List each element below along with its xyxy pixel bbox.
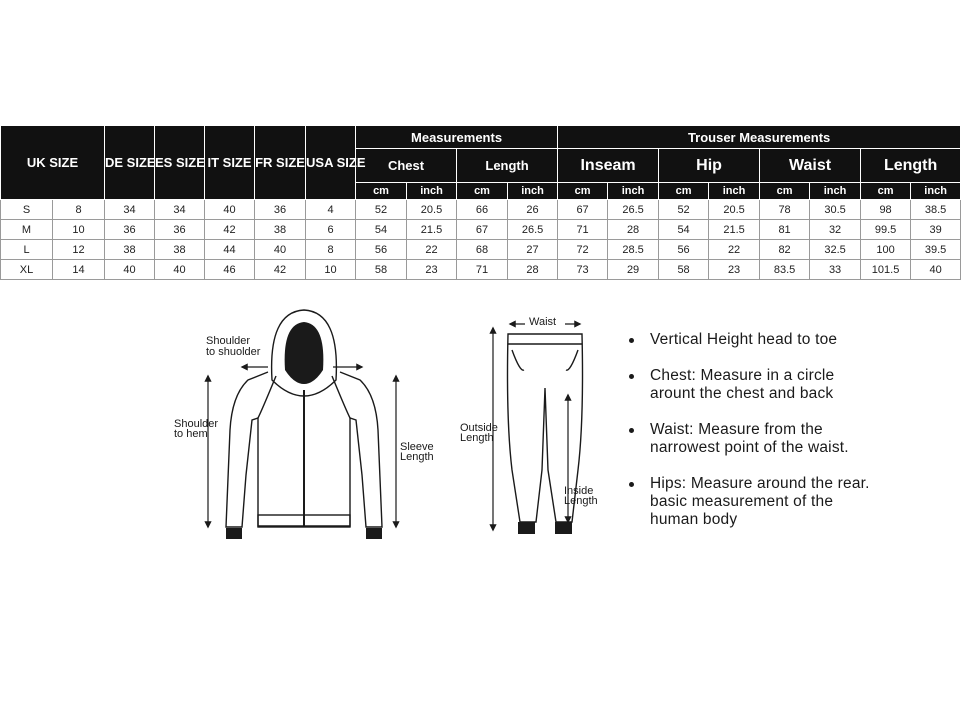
table-cell: 73 (558, 260, 608, 280)
measurements-header: Measurements (356, 126, 558, 149)
length-header: Length (457, 149, 558, 183)
table-cell: 34 (155, 200, 205, 220)
waist-header: Waist (760, 149, 861, 183)
left-pant-cuff (518, 522, 535, 534)
fr-size-header: FR SIZE (255, 126, 306, 200)
table-cell: 29 (608, 260, 659, 280)
table-cell: 98 (861, 200, 911, 220)
table-cell: XL (1, 260, 53, 280)
table-cell: 40 (105, 260, 155, 280)
bullet-height-text: Vertical Height head to toe (650, 331, 838, 348)
table-cell: 40 (255, 240, 306, 260)
bullet-chest-line2: arount the chest and back (650, 385, 834, 402)
table-cell: 54 (659, 220, 709, 240)
unit-inch-header: inch (709, 183, 760, 200)
table-cell: 23 (407, 260, 457, 280)
outside-label-line1: Outside (460, 422, 498, 434)
table-cell: 23 (709, 260, 760, 280)
table-cell: 40 (155, 260, 205, 280)
table-cell: 39 (911, 220, 961, 240)
table-cell: 54 (356, 220, 407, 240)
table-cell: 10 (306, 260, 356, 280)
table-cell: 44 (205, 240, 255, 260)
table-cell: 8 (53, 200, 105, 220)
uk-size-header: UK SIZE (1, 126, 105, 200)
table-cell: 32 (810, 220, 861, 240)
table-cell: 99.5 (861, 220, 911, 240)
bullet-hips-line1: Hips: Measure around the rear. (650, 475, 870, 492)
table-cell: 71 (558, 220, 608, 240)
table-cell: 28 (508, 260, 558, 280)
table-cell: 27 (508, 240, 558, 260)
table-cell: 30.5 (810, 200, 861, 220)
table-cell: 20.5 (407, 200, 457, 220)
table-cell: 34 (105, 200, 155, 220)
right-pant-cuff (555, 522, 572, 534)
table-cell: 58 (659, 260, 709, 280)
unit-cm-header: cm (457, 183, 508, 200)
inside-label-line1: Inside (564, 485, 594, 497)
table-cell: 36 (255, 200, 306, 220)
table-cell: 38 (155, 240, 205, 260)
hem-label-line2: to hem (174, 428, 208, 440)
table-cell: 58 (356, 260, 407, 280)
unit-inch-header: inch (608, 183, 659, 200)
table-cell: L (1, 240, 53, 260)
unit-cm-header: cm (760, 183, 810, 200)
table-cell: 42 (255, 260, 306, 280)
table-cell: 8 (306, 240, 356, 260)
table-cell: 40 (205, 200, 255, 220)
table-cell: 33 (810, 260, 861, 280)
table-cell: 40 (911, 260, 961, 280)
bullet-waist-line2: narrowest point of the waist. (650, 439, 849, 456)
inseam-header: Inseam (558, 149, 659, 183)
right-cuff (366, 528, 382, 539)
table-cell: 26 (508, 200, 558, 220)
table-cell: 36 (105, 220, 155, 240)
inside-label-line2: Length (564, 495, 598, 507)
table-cell: 21.5 (709, 220, 760, 240)
bullet-chest-line1: Chest: Measure in a circle (650, 367, 835, 384)
shoulder-label-line1: Shoulder (206, 335, 251, 347)
table-cell: 72 (558, 240, 608, 260)
table-cell: 52 (659, 200, 709, 220)
waist-label: Waist (529, 316, 557, 328)
table-cell: 39.5 (911, 240, 961, 260)
measurement-instructions (628, 331, 953, 547)
shoulder-label-line2: to shuolder (206, 346, 261, 358)
bullet-hips (628, 475, 953, 529)
bullet-waist (628, 421, 953, 457)
table-cell: 38.5 (911, 200, 961, 220)
table-cell: 52 (356, 200, 407, 220)
bullet-chest (628, 367, 953, 403)
table-cell: 100 (861, 240, 911, 260)
hip-header: Hip (659, 149, 760, 183)
table-cell: 36 (155, 220, 205, 240)
bullet-waist-line1: Waist: Measure from the (650, 421, 823, 438)
table-cell: 14 (53, 260, 105, 280)
table-cell: 12 (53, 240, 105, 260)
unit-cm-header: cm (558, 183, 608, 200)
table-cell: 4 (306, 200, 356, 220)
table-cell: 81 (760, 220, 810, 240)
unit-inch-header: inch (407, 183, 457, 200)
table-cell: 28.5 (608, 240, 659, 260)
bullet-hips-line3: human body (650, 511, 738, 528)
outside-label-line2: Length (460, 432, 494, 444)
table-cell: 10 (53, 220, 105, 240)
sleeve-label-line2: Length (400, 451, 434, 463)
hem-label-line1: Shoulder (174, 418, 219, 430)
sleeve-label-line1: Sleeve (400, 441, 434, 453)
table-cell: 71 (457, 260, 508, 280)
unit-inch-header: inch (911, 183, 961, 200)
table-cell: 28 (608, 220, 659, 240)
table-cell: 20.5 (709, 200, 760, 220)
table-cell: 22 (407, 240, 457, 260)
table-cell: S (1, 200, 53, 220)
table-cell: 56 (659, 240, 709, 260)
table-cell: 67 (457, 220, 508, 240)
table-cell: 21.5 (407, 220, 457, 240)
de-size-header: DE SIZE (105, 126, 155, 200)
table-cell: 78 (760, 200, 810, 220)
trouser-length-header: Length (861, 149, 961, 183)
table-cell: 38 (105, 240, 155, 260)
chest-header: Chest (356, 149, 457, 183)
table-cell: 32.5 (810, 240, 861, 260)
es-size-header: ES SIZE (155, 126, 205, 200)
table-cell: 66 (457, 200, 508, 220)
table-cell: M (1, 220, 53, 240)
table-cell: 46 (205, 260, 255, 280)
table-cell: 38 (255, 220, 306, 240)
unit-cm-header: cm (356, 183, 407, 200)
table-cell: 68 (457, 240, 508, 260)
table-cell: 42 (205, 220, 255, 240)
unit-cm-header: cm (861, 183, 911, 200)
bullet-hips-line2: basic measurement of the (650, 493, 834, 510)
trouser-measurements-header: Trouser Measurements (558, 126, 961, 149)
unit-inch-header: inch (810, 183, 861, 200)
table-cell: 83.5 (760, 260, 810, 280)
bullet-height (628, 331, 953, 349)
table-cell: 67 (558, 200, 608, 220)
hood-opening (285, 322, 324, 384)
table-cell: 26.5 (508, 220, 558, 240)
table-cell: 56 (356, 240, 407, 260)
table-cell: 26.5 (608, 200, 659, 220)
usa-size-header: USA SIZE (306, 126, 356, 200)
table-cell: 101.5 (861, 260, 911, 280)
unit-cm-header: cm (659, 183, 709, 200)
unit-inch-header: inch (508, 183, 558, 200)
table-cell: 22 (709, 240, 760, 260)
left-cuff (226, 528, 242, 539)
it-size-header: IT SIZE (205, 126, 255, 200)
table-cell: 82 (760, 240, 810, 260)
table-cell: 6 (306, 220, 356, 240)
